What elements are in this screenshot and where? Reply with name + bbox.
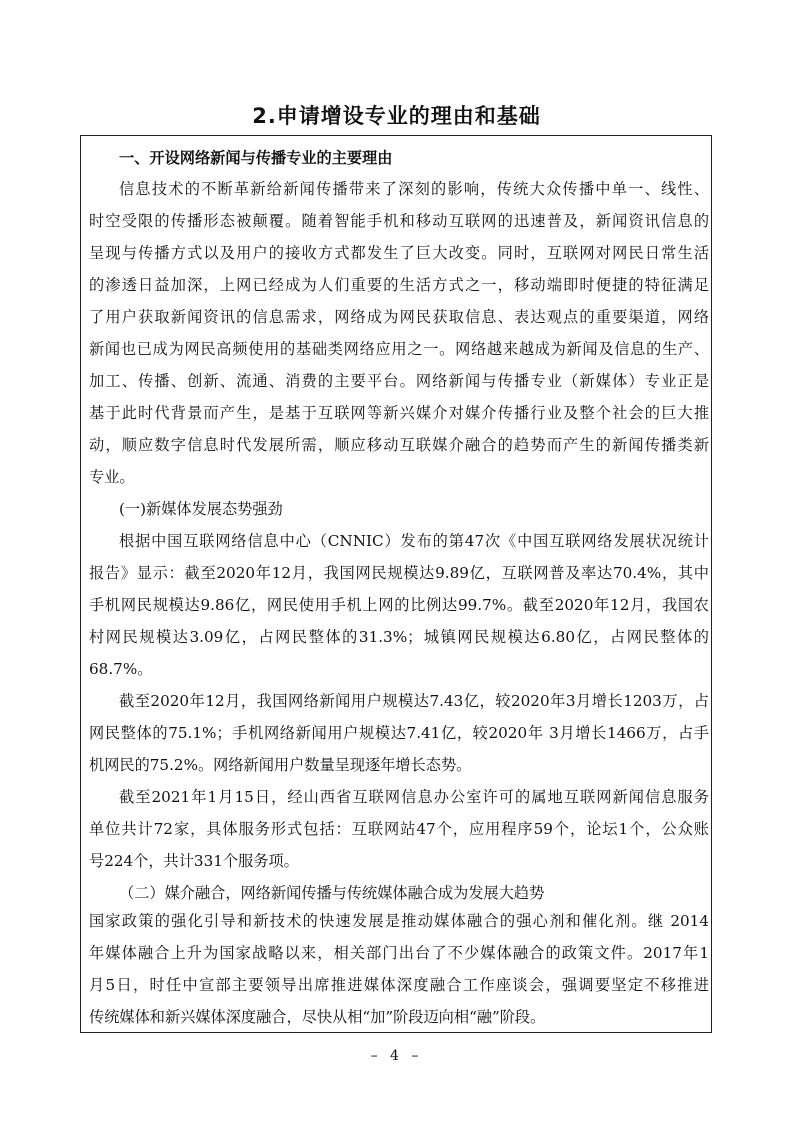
- text-line: 单位共计72家，具体服务形式包括：互联网站47个，应用程序59个，论坛1个，公众账: [89, 820, 709, 838]
- text-line: 动，顺应数字信息时代发展所需，顺应移动互联媒介融合的趋势而产生的新闻传播类新: [89, 436, 709, 454]
- text-line: 手机网民规模达9.86亿，网民使用手机上网的比例达99.7%。截至2020年12月，我国农: [89, 596, 709, 614]
- text-line: 根据中国互联网络信息中心（CNNIC）发布的第47次《中国互联网络发展状况统计: [119, 532, 709, 550]
- text-line: 加工、传播、创新、流通、消费的主要平台。网络新闻与传播专业（新媒体）专业正是: [89, 372, 709, 390]
- text-line: (一)新媒体发展态势强劲: [119, 500, 283, 518]
- text-line: 报告》显示：截至2020年12月，我国网民规模达9.89亿，互联网普及率达70.4%，其中: [89, 564, 709, 582]
- text-line: 传统媒体和新兴媒体深度融合，尽快从相“加”阶段迈向相“融”阶段。: [89, 1008, 546, 1026]
- text-line: 月5日，时任中宣部主要领导出席推进媒体深度融合工作座谈会，强调要坚定不移推进: [89, 976, 709, 994]
- text-line: 的渗透日益加深，上网已经成为人们重要的生活方式之一，移动端即时便捷的特征满足: [89, 276, 709, 294]
- text-line: 新闻也已成为网民高频使用的基础类网络应用之一。网络越来越成为新闻及信息的生产、: [89, 340, 709, 358]
- document-title: 2.申请增设专业的理由和基础: [252, 104, 541, 128]
- text-line: 68.7%。: [89, 660, 153, 678]
- text-line: 专业。: [89, 468, 135, 486]
- text-line: 村网民规模达3.09亿，占网民整体的31.3%；城镇网民规模达6.80亿，占网民整体的: [89, 628, 709, 646]
- text-line: 了用户获取新闻资讯的信息需求，网络成为网民获取信息、表达观点的重要渠道，网络: [89, 308, 709, 326]
- text-line: 号224个，共计331个服务项。: [89, 852, 299, 870]
- text-line: 基于此时代背景而产生，是基于互联网等新兴媒介对媒介传播行业及整个社会的巨大推: [89, 404, 709, 422]
- text-line: 呈现与传播方式以及用户的接收方式都发生了巨大改变。同时，互联网对网民日常生活: [89, 244, 709, 262]
- page-number: – 4 –: [370, 1048, 423, 1064]
- section-heading: 一、开设网络新闻与传播专业的主要理由: [119, 149, 393, 167]
- text-line: 国家政策的强化引导和新技术的快速发展是推动媒体融合的强心剂和催化剂。继 2014: [89, 912, 709, 930]
- text-line: 截至2020年12月，我国网络新闻用户规模达7.43亿，较2020年3月增长1203万，占: [119, 692, 709, 710]
- text-line: 网民整体的75.1%；手机网络新闻用户规模达7.41亿，较2020年 3月增长1466万，占手: [89, 724, 709, 742]
- text-line: （二）媒介融合，网络新闻传播与传统媒体融合成为发展大趋势: [119, 884, 545, 902]
- text-line: 机网民的75.2%。网络新闻用户数量呈现逐年增长态势。: [89, 756, 472, 774]
- text-line: 截至2021年1月15日，经山西省互联网信息办公室许可的属地互联网新闻信息服务: [119, 788, 709, 806]
- text-line: 时空受限的传播形态被颠覆。随着智能手机和移动互联网的迅速普及，新闻资讯信息的: [89, 212, 709, 230]
- text-line: 年媒体融合上升为国家战略以来，相关部门出台了不少媒体融合的政策文件。2017年1: [89, 944, 709, 962]
- text-line: 信息技术的不断革新给新闻传播带来了深刻的影响，传统大众传播中单一、线性、: [119, 180, 709, 198]
